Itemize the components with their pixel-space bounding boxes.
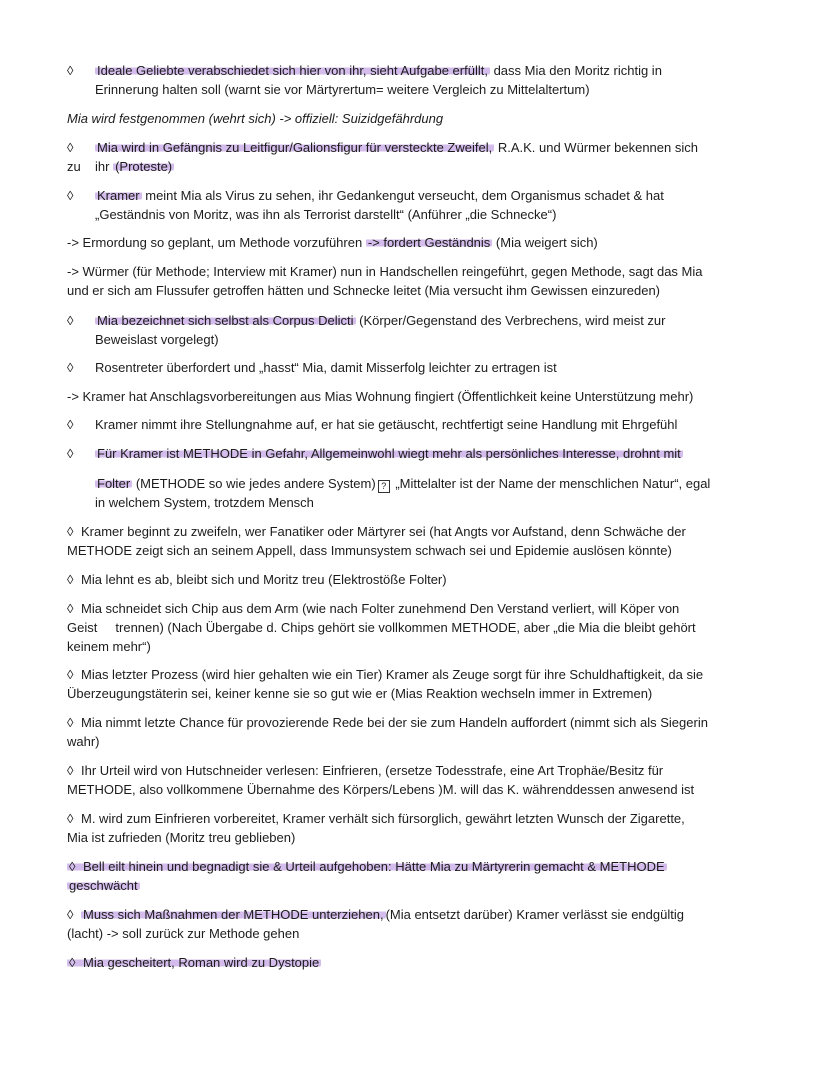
bullet-icon: ◊ (67, 907, 74, 922)
text: -> Ermordung so geplant, um Methode vorzuführen (67, 235, 366, 250)
note-paragraph-8 (67, 358, 757, 377)
bullet-icon: ◊ (67, 63, 74, 78)
note-paragraph-4 (67, 186, 757, 224)
text: R.A.K. und Würmer bekennen sich (494, 140, 698, 155)
note-paragraph-9 (67, 387, 757, 406)
note-paragraph-18 (67, 809, 757, 847)
text: Ihr Urteil wird von Hutschneider verlesen: Einfrieren, (ersetze Todesstrafe, eine Art Trophäe/Besitz für (81, 763, 664, 778)
note-paragraph-14 (67, 599, 757, 656)
text: in welchem System, trotzdem Mensch (95, 495, 314, 510)
text: M. wird zum Einfrieren vorbereitet, Kramer verhält sich fürsorglich, gewährt letzten Wunsch der Zigarette, (81, 811, 685, 826)
text: Rosentreter überfordert und „hasst“ Mia, damit Misserfolg leichter zu ertragen ist (95, 360, 557, 375)
note-paragraph-17 (67, 761, 757, 799)
text: (lacht) -> soll zurück zur Methode gehen (67, 926, 300, 941)
text: (Mia entsetzt darüber) Kramer verlässt sie endgültig (385, 907, 684, 922)
bullet-icon: ◊ (67, 667, 74, 682)
text: METHODE zeigt sich an seinem Appell, dass Immunsystem schwach sei und Epidemie auslösen könnte) (67, 543, 672, 558)
bullet-icon: ◊ (67, 524, 74, 539)
bullet-icon: ◊ (67, 360, 74, 375)
text: Mias letzter Prozess (wird hier gehalten wie ein Tier) Kramer als Zeuge sorgt für ihre Schuldhaftigkeit, da sie (81, 667, 704, 682)
text: Mia nimmt letzte Chance für provozierende Rede bei der sie zum Handeln auffordert (nimmt sich als Siegerin (81, 715, 708, 730)
text: Mia gescheitert, Roman wird zu Dystopie (83, 955, 320, 970)
highlight: -> fordert Geständnis (367, 235, 491, 250)
text: -> Würmer (für Methode; Interview mit Kramer) nun in Handschellen reingeführt, gegen Methode, sagt das Mia (67, 264, 703, 279)
bullet-icon: ◊ (67, 601, 74, 616)
text: Mia lehnt es ab, bleibt sich und Moritz treu (Elektrostöße Folter) (81, 572, 447, 587)
text: Mia schneidet sich Chip aus dem Arm (wie nach Folter zunehmend Den Verstand verliert, will Köper von (81, 601, 680, 616)
missing-glyph-icon: ? (378, 480, 390, 493)
text: Kramer nimmt ihre Stellungnahme auf, er hat sie getäuscht, rechtfertigt seine Handlung mit Ehrgefühl (95, 417, 678, 432)
text: meint Mia als Virus zu sehen, ihr Gedankengut verseucht, dem Organismus schadet & hat (141, 188, 664, 203)
text: und er sich am Flussufer getroffen hätten und Schnecke leitet (Mia versucht ihm Gewissen einzureden) (67, 283, 661, 298)
text: Erinnerung halten soll (warnt sie vor Märtyrertum= weitere Vergleich zu Mittelaltertum) (95, 82, 590, 97)
text: Kramer beginnt zu zweifeln, wer Fanatiker oder Märtyrer sei (hat Angts vor Aufstand, denn Schwäche der (81, 524, 686, 539)
note-paragraph-20 (67, 905, 757, 943)
bullet-icon: ◊ (67, 140, 74, 155)
highlight: Muss sich Maßnahmen der METHODE unterziehen, (83, 907, 384, 922)
text: METHODE, also vollkommene Übernahme des Körpers/Lebens )M. will das K. währenddessen anwesend ist (67, 782, 695, 797)
note-paragraph-11 (67, 444, 757, 512)
note-heading (67, 109, 757, 128)
note-paragraph-15 (67, 665, 757, 703)
note-paragraph-21 (67, 953, 757, 972)
text: wahr) (67, 734, 100, 749)
highlight: (Proteste) (115, 159, 173, 174)
bullet-icon: ◊ (67, 417, 74, 432)
note-paragraph-16 (67, 713, 757, 751)
note-paragraph-13 (67, 570, 757, 589)
bullet-icon: ◊ (69, 859, 76, 874)
note-paragraph-3 (67, 138, 757, 176)
text: dass Mia den Moritz richtig in (489, 63, 662, 78)
note-paragraph-6 (67, 262, 757, 300)
highlight: Folter (97, 476, 131, 491)
text: ihr (95, 159, 114, 174)
bullet-icon: ◊ (67, 446, 74, 461)
text: „Mittelalter ist der Name der menschlichen Natur“, egal (391, 476, 711, 491)
text: keinem mehr“) (67, 639, 151, 654)
text: Beweislast vorgelegt) (95, 332, 219, 347)
note-paragraph-10 (67, 415, 757, 434)
text: (Körper/Gegenstand des Verbrechens, wird meist zur (355, 313, 666, 328)
highlight: Mia bezeichnet sich selbst als Corpus Delicti (97, 313, 354, 328)
text: zu (67, 159, 81, 174)
text: Bell eilt hinein und begnadigt sie & Urteil aufgehoben: Hätte Mia zu Märtyrerin gemacht & METHODE (83, 859, 665, 874)
text: (Mia weigert sich) (492, 235, 598, 250)
highlight: Kramer (97, 188, 140, 203)
bullet-icon: ◊ (67, 811, 74, 826)
text: -> Kramer hat Anschlagsvorbereitungen aus Mias Wohnung fingiert (Öffentlichkeit keine Unterstützung mehr) (67, 389, 694, 404)
highlight (67, 859, 667, 874)
note-paragraph-5 (67, 233, 757, 252)
text: Mia wird festgenommen (wehrt sich) -> offiziell: Suizidgefährdung (67, 111, 444, 126)
highlight: Für Kramer ist METHODE in Gefahr, Allgemeinwohl wiegt mehr als persönliches Interesse, drohnt mit (97, 446, 681, 461)
note-paragraph-7 (67, 311, 757, 349)
note-paragraph-12 (67, 522, 757, 560)
text: Überzeugungstäterin sei, keiner kenne sie so gut wie er (Mias Reaktion wechseln immer in Extremen) (67, 686, 653, 701)
text: (METHODE so wie jedes andere System) (132, 476, 376, 491)
bullet-icon: ◊ (67, 313, 74, 328)
text: „Geständnis von Moritz, was ihn als Terrorist darstellt“ (Anführer „die Schnecke“) (95, 207, 557, 222)
highlight (67, 955, 321, 970)
note-paragraph-1 (67, 61, 757, 99)
note-paragraph-19 (67, 857, 757, 895)
text: Mia ist zufrieden (Moritz treu geblieben) (67, 830, 296, 845)
bullet-icon: ◊ (67, 763, 74, 778)
bullet-icon: ◊ (67, 715, 74, 730)
highlight: Ideale Geliebte verabschiedet sich hier von ihr, sieht Aufgabe erfüllt, (97, 63, 488, 78)
highlight: geschwächt (69, 878, 138, 893)
bullet-icon: ◊ (67, 188, 74, 203)
highlight: Mia wird in Gefängnis zu Leitfigur/Galionsfigur für versteckte Zweifel, (97, 140, 493, 155)
text: Geist trennen) (Nach Übergabe d. Chips gehört sie vollkommen METHODE, aber „die Mia die bleibt gehört (67, 620, 696, 635)
bullet-icon: ◊ (67, 572, 74, 587)
bullet-icon: ◊ (69, 955, 76, 970)
